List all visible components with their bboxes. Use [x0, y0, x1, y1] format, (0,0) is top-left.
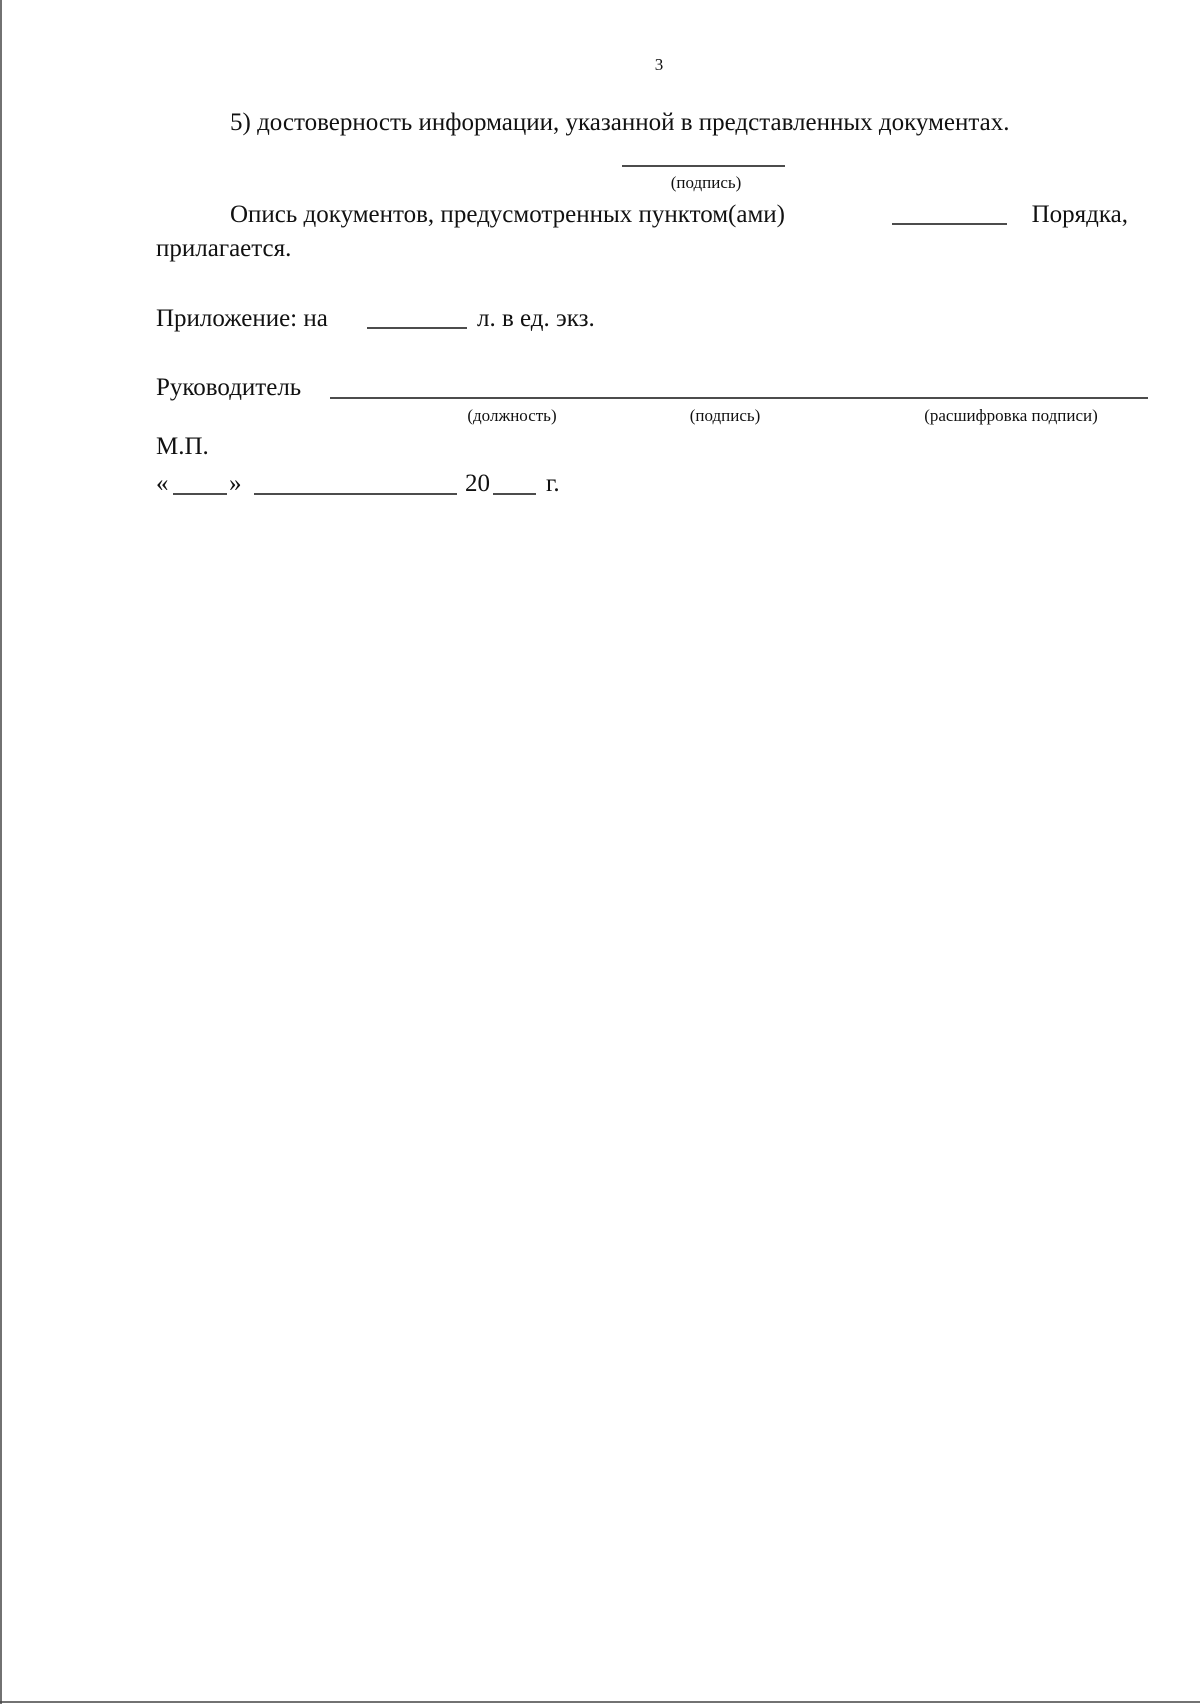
seal-label: М.П. — [156, 433, 209, 460]
caption-position: (должность) — [467, 406, 557, 425]
caption-signature: (подпись) — [689, 406, 761, 425]
date-year-prefix: 20 — [465, 470, 490, 497]
item5-signature-caption: (подпись) — [670, 173, 742, 192]
head-label: Руководитель — [156, 374, 302, 401]
appendix-suffix: л. в ед. экз. — [477, 305, 595, 332]
date-close-quote: » — [229, 470, 242, 497]
caption-decoding: (расшифровка подписи) — [924, 406, 1098, 425]
inventory-continuation: прилагается. — [156, 235, 292, 262]
item5-text: 5) достоверность информации, указанной в представленных документах. — [230, 109, 1010, 136]
page-number: 3 — [654, 55, 664, 74]
inventory-prefix: Опись документов, предусмотренных пунктом(ами) — [230, 201, 785, 228]
date-open-quote: « — [156, 470, 169, 497]
date-year-suffix: г. — [546, 470, 560, 497]
inventory-suffix: Порядка, — [1031, 201, 1128, 228]
appendix-prefix: Приложение: на — [156, 305, 328, 332]
